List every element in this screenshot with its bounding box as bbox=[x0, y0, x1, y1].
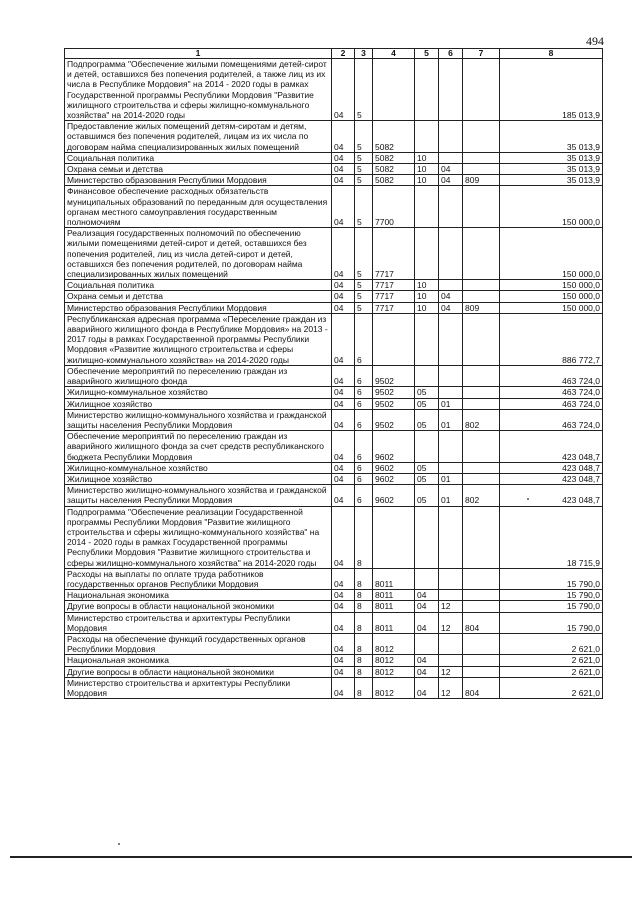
table-row bbox=[65, 473, 603, 484]
code-cell-5: 10 bbox=[415, 175, 439, 186]
code-cell-4: 9602 bbox=[373, 473, 415, 484]
row-name-cell: Охрана семьи и детства bbox=[65, 164, 332, 175]
code-cell-6 bbox=[439, 152, 463, 163]
sum-cell: 2 621,0 bbox=[500, 666, 603, 677]
table-row bbox=[65, 633, 603, 654]
row-name-cell: Министерство образования Республики Мордовия bbox=[65, 302, 332, 313]
table-row bbox=[65, 655, 603, 666]
table-row bbox=[65, 302, 603, 313]
code-cell-6 bbox=[439, 506, 463, 568]
code-cell-3: 8 bbox=[355, 568, 373, 589]
code-cell-2: 04 bbox=[332, 431, 355, 463]
code-cell-2: 04 bbox=[332, 164, 355, 175]
table-row bbox=[65, 601, 603, 612]
code-cell-5: 05 bbox=[415, 387, 439, 398]
table-row bbox=[65, 485, 603, 506]
row-name-cell: Обеспечение мероприятий по переселению граждан из аварийного жилищного фонда за счет средств республиканского бюджета Республики Мордовия bbox=[65, 431, 332, 463]
code-cell-7 bbox=[463, 387, 500, 398]
code-cell-6 bbox=[439, 431, 463, 463]
code-cell-2: 04 bbox=[332, 601, 355, 612]
table-row bbox=[65, 228, 603, 280]
code-cell-5: 05 bbox=[415, 398, 439, 409]
code-cell-4: 9502 bbox=[373, 365, 415, 386]
row-name-cell: Министерство образования Республики Мордовия bbox=[65, 175, 332, 186]
code-cell-3: 5 bbox=[355, 164, 373, 175]
code-cell-3: 8 bbox=[355, 506, 373, 568]
sum-cell: 15 790,0 bbox=[500, 612, 603, 633]
code-cell-7 bbox=[463, 590, 500, 601]
code-cell-4: 9502 bbox=[373, 409, 415, 430]
column-header: 5 bbox=[415, 49, 439, 59]
code-cell-4: 9502 bbox=[373, 387, 415, 398]
code-cell-2: 04 bbox=[332, 365, 355, 386]
sum-cell: 15 790,0 bbox=[500, 601, 603, 612]
sum-cell: 150 000,0 bbox=[500, 228, 603, 280]
code-cell-3: 5 bbox=[355, 302, 373, 313]
row-name-cell: Охрана семьи и детства bbox=[65, 291, 332, 302]
row-name-cell: Подпрограмма "Обеспечение реализации Государственной программы Республики Мордовия "Развитие жилищного строительства и сферы жилищно-коммунального хозяйства" на 2014 - 2020 годы в рамках Государственной программы Республики Мордовия "Развитие жилищного строительства и сферы жилищно-коммунального хозяйства" на 2014-2020 годы bbox=[65, 506, 332, 568]
code-cell-4: 8012 bbox=[373, 655, 415, 666]
row-name-cell: Республиканская адресная программа «Переселение граждан из аварийного жилищного фонда в Республике Мордовия» на 2013 - 2017 годы в рамках Государственной программы Республики Мордовия «Развитие жилищного строительства и сферы жилищно-коммунального хозяйства» на 2014-2020 годы bbox=[65, 313, 332, 365]
row-name-cell: Другие вопросы в области национальной экономики bbox=[65, 666, 332, 677]
column-header: 1 bbox=[65, 49, 332, 59]
sum-cell: 35 013,9 bbox=[500, 152, 603, 163]
row-name-cell: Социальная политика bbox=[65, 152, 332, 163]
code-cell-4: 8011 bbox=[373, 590, 415, 601]
code-cell-4 bbox=[373, 59, 415, 121]
row-name-cell: Реализация государственных полномочий по обеспечению жилыми помещениями детей-сирот и детей, оставшихся без попечения родителей, лиц из числа детей-сирот и детей, оставшихся без попечения родителей, по договорам найма специализированных жилых помещений bbox=[65, 228, 332, 280]
code-cell-5: 10 bbox=[415, 302, 439, 313]
code-cell-5: 04 bbox=[415, 612, 439, 633]
code-cell-3: 5 bbox=[355, 228, 373, 280]
code-cell-6: 01 bbox=[439, 409, 463, 430]
sum-cell: 463 724,0 bbox=[500, 387, 603, 398]
code-cell-7: 809 bbox=[463, 302, 500, 313]
code-cell-5: 10 bbox=[415, 152, 439, 163]
sum-cell: 423 048,7 bbox=[500, 462, 603, 473]
table-row bbox=[65, 398, 603, 409]
table-row bbox=[65, 506, 603, 568]
code-cell-4: 7717 bbox=[373, 280, 415, 291]
code-cell-3: 6 bbox=[355, 387, 373, 398]
table-row bbox=[65, 152, 603, 163]
code-cell-3: 6 bbox=[355, 313, 373, 365]
row-name-cell: Министерство жилищно-коммунального хозяйства и гражданской защиты населения Республики Мордовия bbox=[65, 409, 332, 430]
row-name-cell: Финансовое обеспечение расходных обязательств муниципальных образований по переданным для осуществления органам местного самоуправления государственным полномочиям bbox=[65, 186, 332, 228]
code-cell-6 bbox=[439, 387, 463, 398]
code-cell-5: 10 bbox=[415, 280, 439, 291]
code-cell-3: 6 bbox=[355, 398, 373, 409]
code-cell-3: 5 bbox=[355, 186, 373, 228]
code-cell-5 bbox=[415, 121, 439, 153]
code-cell-5 bbox=[415, 59, 439, 121]
sum-cell: 463 724,0 bbox=[500, 365, 603, 386]
table-row bbox=[65, 59, 603, 121]
code-cell-4: 8012 bbox=[373, 633, 415, 654]
code-cell-4: 9502 bbox=[373, 398, 415, 409]
code-cell-5 bbox=[415, 186, 439, 228]
code-cell-4 bbox=[373, 313, 415, 365]
code-cell-6: 12 bbox=[439, 612, 463, 633]
code-cell-5: 05 bbox=[415, 485, 439, 506]
scan-speck bbox=[118, 843, 120, 845]
code-cell-7 bbox=[463, 121, 500, 153]
code-cell-7 bbox=[463, 601, 500, 612]
column-header: 7 bbox=[463, 49, 500, 59]
sum-cell: 185 013,9 bbox=[500, 59, 603, 121]
code-cell-4: 7700 bbox=[373, 186, 415, 228]
code-cell-7 bbox=[463, 228, 500, 280]
row-name-cell: Национальная экономика bbox=[65, 590, 332, 601]
code-cell-5: 04 bbox=[415, 655, 439, 666]
sum-cell: 150 000,0 bbox=[500, 302, 603, 313]
code-cell-2: 04 bbox=[332, 568, 355, 589]
code-cell-4: 5082 bbox=[373, 121, 415, 153]
code-cell-7 bbox=[463, 280, 500, 291]
code-cell-2: 04 bbox=[332, 506, 355, 568]
code-cell-6 bbox=[439, 280, 463, 291]
code-cell-3: 6 bbox=[355, 409, 373, 430]
column-header: 8 bbox=[500, 49, 603, 59]
code-cell-6 bbox=[439, 365, 463, 386]
code-cell-7: 804 bbox=[463, 677, 500, 698]
code-cell-3: 8 bbox=[355, 612, 373, 633]
table-row bbox=[65, 568, 603, 589]
code-cell-4: 9602 bbox=[373, 431, 415, 463]
table-row bbox=[65, 280, 603, 291]
code-cell-7 bbox=[463, 568, 500, 589]
table-row bbox=[65, 175, 603, 186]
code-cell-7 bbox=[463, 291, 500, 302]
code-cell-3: 5 bbox=[355, 152, 373, 163]
code-cell-4: 9602 bbox=[373, 462, 415, 473]
row-name-cell: Расходы на выплаты по оплате труда работников государственных органов Республики Мордовия bbox=[65, 568, 332, 589]
code-cell-4: 8012 bbox=[373, 666, 415, 677]
table-row bbox=[65, 462, 603, 473]
table-row bbox=[65, 291, 603, 302]
code-cell-3: 5 bbox=[355, 291, 373, 302]
code-cell-5: 04 bbox=[415, 666, 439, 677]
code-cell-4 bbox=[373, 506, 415, 568]
table-row bbox=[65, 666, 603, 677]
code-cell-6 bbox=[439, 655, 463, 666]
sum-cell: 463 724,0 bbox=[500, 398, 603, 409]
code-cell-6 bbox=[439, 228, 463, 280]
code-cell-2: 04 bbox=[332, 398, 355, 409]
code-cell-3: 5 bbox=[355, 280, 373, 291]
table-row bbox=[65, 387, 603, 398]
sum-cell: 2 621,0 bbox=[500, 655, 603, 666]
code-cell-4: 7717 bbox=[373, 228, 415, 280]
code-cell-2: 04 bbox=[332, 291, 355, 302]
table-header-row bbox=[65, 49, 603, 59]
code-cell-6: 01 bbox=[439, 473, 463, 484]
code-cell-4: 5082 bbox=[373, 175, 415, 186]
code-cell-5 bbox=[415, 568, 439, 589]
code-cell-5 bbox=[415, 365, 439, 386]
code-cell-2: 04 bbox=[332, 409, 355, 430]
code-cell-2: 04 bbox=[332, 462, 355, 473]
code-cell-7 bbox=[463, 655, 500, 666]
code-cell-3: 5 bbox=[355, 59, 373, 121]
code-cell-6: 01 bbox=[439, 398, 463, 409]
row-name-cell: Министерство жилищно-коммунального хозяйства и гражданской защиты населения Республики Мордовия bbox=[65, 485, 332, 506]
code-cell-7 bbox=[463, 431, 500, 463]
code-cell-2: 04 bbox=[332, 677, 355, 698]
table-row bbox=[65, 677, 603, 698]
code-cell-2: 04 bbox=[332, 121, 355, 153]
code-cell-6 bbox=[439, 59, 463, 121]
scan-speck bbox=[527, 498, 529, 500]
code-cell-6: 12 bbox=[439, 677, 463, 698]
sum-cell: 886 772,7 bbox=[500, 313, 603, 365]
code-cell-4: 8011 bbox=[373, 568, 415, 589]
code-cell-2: 04 bbox=[332, 175, 355, 186]
code-cell-3: 8 bbox=[355, 633, 373, 654]
code-cell-2: 04 bbox=[332, 666, 355, 677]
code-cell-7 bbox=[463, 186, 500, 228]
sum-cell: 150 000,0 bbox=[500, 280, 603, 291]
code-cell-7 bbox=[463, 666, 500, 677]
code-cell-4: 7717 bbox=[373, 302, 415, 313]
code-cell-5: 04 bbox=[415, 590, 439, 601]
column-header: 4 bbox=[373, 49, 415, 59]
row-name-cell: Министерство строительства и архитектуры Республики Мордовия bbox=[65, 612, 332, 633]
table-row bbox=[65, 409, 603, 430]
row-name-cell: Жилищное хозяйство bbox=[65, 398, 332, 409]
table-row bbox=[65, 313, 603, 365]
code-cell-6 bbox=[439, 590, 463, 601]
code-cell-7: 804 bbox=[463, 612, 500, 633]
code-cell-5: 05 bbox=[415, 462, 439, 473]
code-cell-4: 8012 bbox=[373, 677, 415, 698]
code-cell-6: 12 bbox=[439, 666, 463, 677]
code-cell-4: 5082 bbox=[373, 152, 415, 163]
row-name-cell: Жилищное хозяйство bbox=[65, 473, 332, 484]
code-cell-4: 8011 bbox=[373, 601, 415, 612]
code-cell-3: 8 bbox=[355, 590, 373, 601]
sum-cell: 15 790,0 bbox=[500, 590, 603, 601]
code-cell-6: 04 bbox=[439, 175, 463, 186]
page-bottom-rule bbox=[10, 856, 632, 858]
code-cell-2: 04 bbox=[332, 633, 355, 654]
code-cell-6: 01 bbox=[439, 485, 463, 506]
code-cell-2: 04 bbox=[332, 655, 355, 666]
row-name-cell: Другие вопросы в области национальной экономики bbox=[65, 601, 332, 612]
row-name-cell: Жилищно-коммунальное хозяйство bbox=[65, 387, 332, 398]
code-cell-6 bbox=[439, 121, 463, 153]
row-name-cell: Предоставление жилых помещений детям-сиротам и детям, оставшимся без попечения родителей, лицам из их числа по договорам найма специализированных жилых помещений bbox=[65, 121, 332, 153]
code-cell-3: 6 bbox=[355, 431, 373, 463]
code-cell-3: 5 bbox=[355, 175, 373, 186]
code-cell-3: 6 bbox=[355, 462, 373, 473]
code-cell-5 bbox=[415, 431, 439, 463]
code-cell-4: 5082 bbox=[373, 164, 415, 175]
code-cell-7 bbox=[463, 313, 500, 365]
code-cell-5: 10 bbox=[415, 164, 439, 175]
sum-cell: 18 715,9 bbox=[500, 506, 603, 568]
sum-cell: 15 790,0 bbox=[500, 568, 603, 589]
page-number: 494 bbox=[586, 34, 604, 48]
code-cell-4: 9602 bbox=[373, 485, 415, 506]
code-cell-5 bbox=[415, 228, 439, 280]
code-cell-6 bbox=[439, 568, 463, 589]
row-name-cell: Национальная экономика bbox=[65, 655, 332, 666]
code-cell-6 bbox=[439, 633, 463, 654]
code-cell-2: 04 bbox=[332, 228, 355, 280]
code-cell-5: 10 bbox=[415, 291, 439, 302]
code-cell-2: 04 bbox=[332, 186, 355, 228]
code-cell-5 bbox=[415, 633, 439, 654]
code-cell-7: 809 bbox=[463, 175, 500, 186]
sum-cell: 150 000,0 bbox=[500, 291, 603, 302]
sum-cell: 463 724,0 bbox=[500, 409, 603, 430]
code-cell-2: 04 bbox=[332, 313, 355, 365]
code-cell-5: 04 bbox=[415, 677, 439, 698]
code-cell-7 bbox=[463, 398, 500, 409]
code-cell-2: 04 bbox=[332, 387, 355, 398]
sum-cell: 35 013,9 bbox=[500, 164, 603, 175]
column-header: 2 bbox=[332, 49, 355, 59]
column-header: 3 bbox=[355, 49, 373, 59]
code-cell-7: 802 bbox=[463, 485, 500, 506]
code-cell-7: 802 bbox=[463, 409, 500, 430]
code-cell-4: 8011 bbox=[373, 612, 415, 633]
table-row bbox=[65, 121, 603, 153]
code-cell-7 bbox=[463, 59, 500, 121]
code-cell-6: 12 bbox=[439, 601, 463, 612]
row-name-cell: Расходы на обеспечение функций государственных органов Республики Мордовия bbox=[65, 633, 332, 654]
code-cell-3: 8 bbox=[355, 666, 373, 677]
table-row bbox=[65, 431, 603, 463]
code-cell-3: 8 bbox=[355, 655, 373, 666]
code-cell-4: 7717 bbox=[373, 291, 415, 302]
code-cell-3: 6 bbox=[355, 485, 373, 506]
table-row bbox=[65, 164, 603, 175]
code-cell-6: 04 bbox=[439, 164, 463, 175]
code-cell-7 bbox=[463, 365, 500, 386]
sum-cell: 423 048,7 bbox=[500, 473, 603, 484]
code-cell-6 bbox=[439, 462, 463, 473]
code-cell-2: 04 bbox=[332, 612, 355, 633]
code-cell-7 bbox=[463, 633, 500, 654]
sum-cell: 150 000,0 bbox=[500, 186, 603, 228]
code-cell-6 bbox=[439, 313, 463, 365]
table-row bbox=[65, 612, 603, 633]
table-row bbox=[65, 590, 603, 601]
code-cell-6: 04 bbox=[439, 291, 463, 302]
code-cell-6 bbox=[439, 186, 463, 228]
code-cell-2: 04 bbox=[332, 152, 355, 163]
sum-cell: 35 013,9 bbox=[500, 121, 603, 153]
sum-cell: 423 048,7 bbox=[500, 485, 603, 506]
code-cell-5: 05 bbox=[415, 409, 439, 430]
sum-cell: 35 013,9 bbox=[500, 175, 603, 186]
code-cell-7 bbox=[463, 473, 500, 484]
code-cell-3: 8 bbox=[355, 601, 373, 612]
sum-cell: 2 621,0 bbox=[500, 633, 603, 654]
code-cell-3: 8 bbox=[355, 677, 373, 698]
code-cell-7 bbox=[463, 152, 500, 163]
column-header: 6 bbox=[439, 49, 463, 59]
table-body bbox=[65, 59, 603, 699]
code-cell-2: 04 bbox=[332, 59, 355, 121]
code-cell-2: 04 bbox=[332, 280, 355, 291]
code-cell-2: 04 bbox=[332, 302, 355, 313]
row-name-cell: Обеспечение мероприятий по переселению граждан из аварийного жилищного фонда bbox=[65, 365, 332, 386]
code-cell-3: 5 bbox=[355, 121, 373, 153]
code-cell-7 bbox=[463, 506, 500, 568]
row-name-cell: Социальная политика bbox=[65, 280, 332, 291]
code-cell-7 bbox=[463, 164, 500, 175]
code-cell-3: 6 bbox=[355, 365, 373, 386]
table-row bbox=[65, 186, 603, 228]
code-cell-3: 6 bbox=[355, 473, 373, 484]
row-name-cell: Министерство строительства и архитектуры Республики Мордовия bbox=[65, 677, 332, 698]
code-cell-5 bbox=[415, 506, 439, 568]
row-name-cell: Подпрограмма "Обеспечение жилыми помещениями детей-сирот и детей, оставшихся без попечения родителей, а также лиц из их числа в Республике Мордовия" на 2014 - 2020 годы в рамках Государственной программы Республики Мордовия "Развитие жилищного строительства и сферы жилищно-коммунального хозяйства" на 2014-2020 годы bbox=[65, 59, 332, 121]
code-cell-2: 04 bbox=[332, 590, 355, 601]
code-cell-2: 04 bbox=[332, 485, 355, 506]
row-name-cell: Жилищно-коммунальное хозяйство bbox=[65, 462, 332, 473]
budget-table bbox=[64, 48, 603, 699]
code-cell-5 bbox=[415, 313, 439, 365]
sum-cell: 423 048,7 bbox=[500, 431, 603, 463]
code-cell-7 bbox=[463, 462, 500, 473]
sum-cell: 2 621,0 bbox=[500, 677, 603, 698]
code-cell-5: 04 bbox=[415, 601, 439, 612]
table-row bbox=[65, 365, 603, 386]
code-cell-5: 05 bbox=[415, 473, 439, 484]
code-cell-2: 04 bbox=[332, 473, 355, 484]
code-cell-6: 04 bbox=[439, 302, 463, 313]
